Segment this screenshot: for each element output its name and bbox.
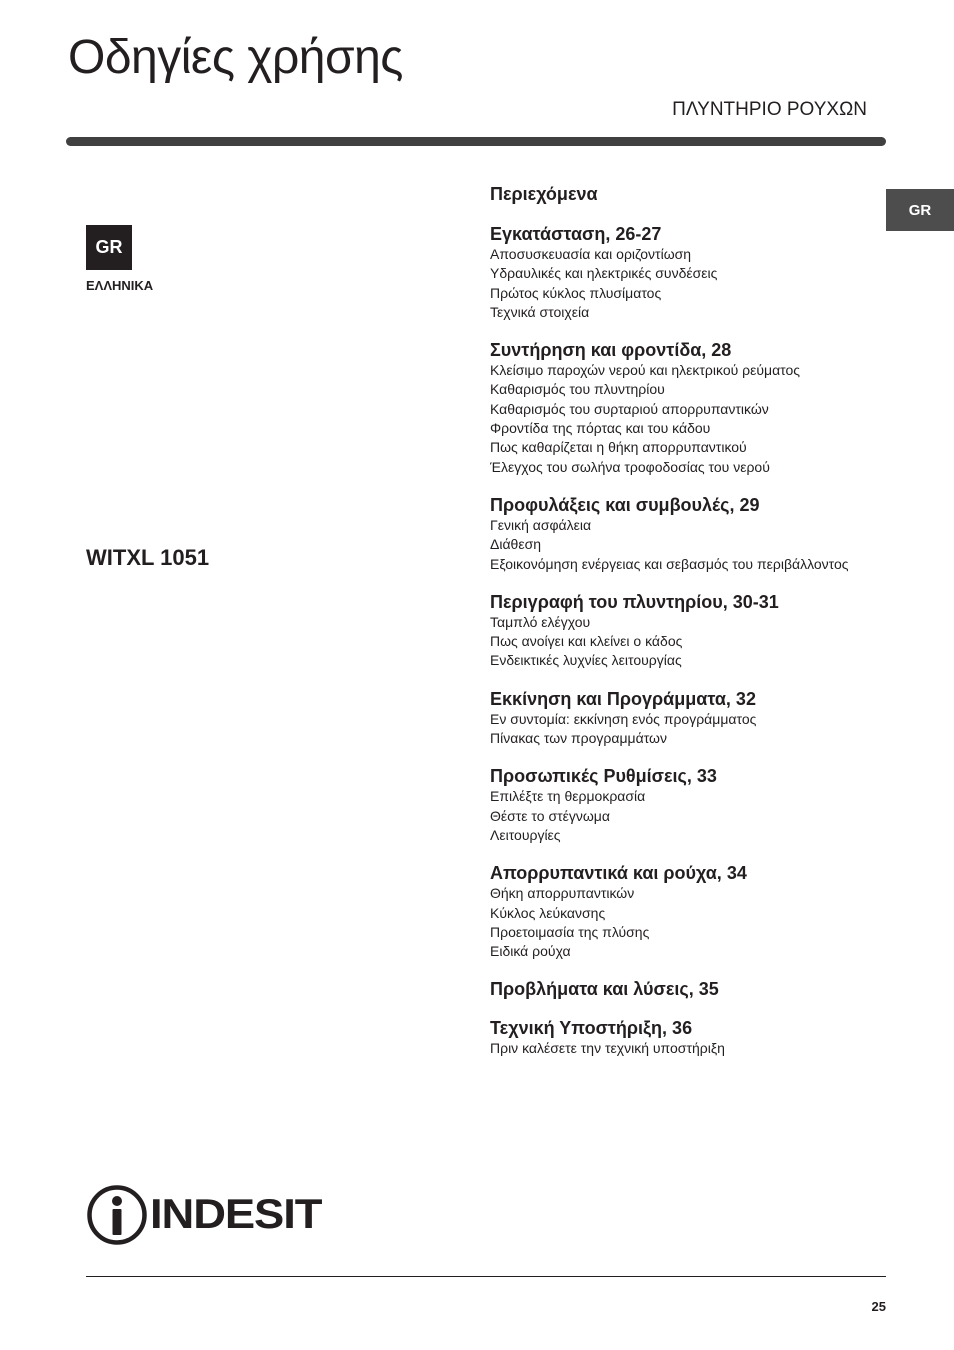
page-number: 25 [871,1299,886,1314]
toc-item: Εξοικονόμηση ενέργειας και σεβασμός του περιβάλλοντος [490,555,849,572]
toc-item: Πρώτος κύκλος πλυσίματος [490,284,662,301]
language-side-tab: GR [886,189,954,231]
toc-item: Ενδεικτικές λυχνίες λειτουργίας [490,652,682,669]
toc-section [490,765,870,845]
toc-item: Ταμπλό ελέγχου [490,613,591,630]
toc-item: Αποσυσκευασία και οριζοντίωση [490,246,692,262]
toc-item: Υδραυλικές και ηλεκτρικές συνδέσεις [490,265,718,282]
brand-wordmark: INDESIT [150,1190,322,1237]
toc-item: Καθαρισμός του συρταριού απορρυπαντικών [490,400,769,417]
toc-section [490,339,870,477]
toc-section-title: Περιγραφή του πλυντηρίου, 30-31 [490,591,779,612]
toc-item: Πως καθαρίζεται η θήκη απορρυπαντικού [490,439,747,456]
toc-item: Καθαρισμός του πλυντηρίου [490,381,665,398]
toc-item: Θέστε το στέγνωμα [490,807,610,824]
toc-item: Εν συντομία: εκκίνηση ενός προγράμματος [490,710,757,727]
product-type-subtitle: ΠΛΥΝΤΗΡΙΟ ΡΟΥΧΩΝ [672,99,867,120]
toc-section-title: Συντήρηση και φροντίδα, 28 [490,340,732,361]
toc-section [490,1017,870,1058]
table-of-contents [490,223,870,1076]
model-number: WITXL 1051 [86,545,210,570]
toc-section-title: Προσωπικές Ρυθμίσεις, 33 [490,766,717,787]
header-divider [66,137,886,146]
brand-logo [86,1184,322,1246]
toc-item: Φροντίδα της πόρτας και του κάδου [490,420,711,437]
toc-section-title: Προφυλάξεις και συμβουλές, 29 [490,494,760,515]
toc-section [490,223,870,322]
toc-section [490,862,870,961]
toc-section [490,591,870,671]
toc-section-title: Τεχνική Υποστήριξη, 36 [490,1018,693,1039]
toc-item: Ειδικά ρούχα [490,943,571,960]
toc-item: Διάθεση [490,536,542,553]
language-badge: GR [86,225,132,270]
toc-item: Τεχνικά στοιχεία [490,303,590,320]
toc-item: Κλείσιμο παροχών νερού και ηλεκτρικού ρεύματος [490,362,801,379]
toc-item: Έλεγχος του σωλήνα τροφοδοσίας του νερού [490,458,770,475]
toc-item: Λειτουργίες [490,826,561,843]
toc-section-title: Εκκίνηση και Προγράμματα, 32 [490,688,756,709]
toc-item: Γενική ασφάλεια [490,516,592,533]
language-label: ΕΛΛΗΝΙΚΑ [86,278,154,293]
toc-section [490,688,870,749]
toc-item: Προετοιμασία της πλύσης [490,923,650,940]
toc-item: Πως ανοίγει και κλείνει ο κάδος [490,633,683,650]
toc-item: Επιλέξτε τη θερμοκρασία [490,788,646,805]
toc-section-title: Προβλήματα και λύσεις, 35 [490,979,719,1000]
toc-section-title: Απορρυπαντικά και ρούχα, 34 [490,863,747,884]
toc-section [490,978,870,1000]
page-title: Οδηγίες χρήσης [68,31,403,84]
toc-section [490,494,870,574]
toc-item: Πίνακας των προγραμμάτων [490,730,667,747]
indesit-logo-icon [86,1184,148,1246]
toc-item: Θήκη απορρυπαντικών [490,885,635,902]
toc-section-title: Εγκατάσταση, 26-27 [490,224,662,244]
toc-heading: Περιεχόμενα [490,184,598,204]
toc-item: Πριν καλέσετε την τεχνική υποστήριξη [490,1040,725,1057]
footer-divider [86,1276,886,1277]
toc-item: Κύκλος λεύκανσης [490,904,606,921]
